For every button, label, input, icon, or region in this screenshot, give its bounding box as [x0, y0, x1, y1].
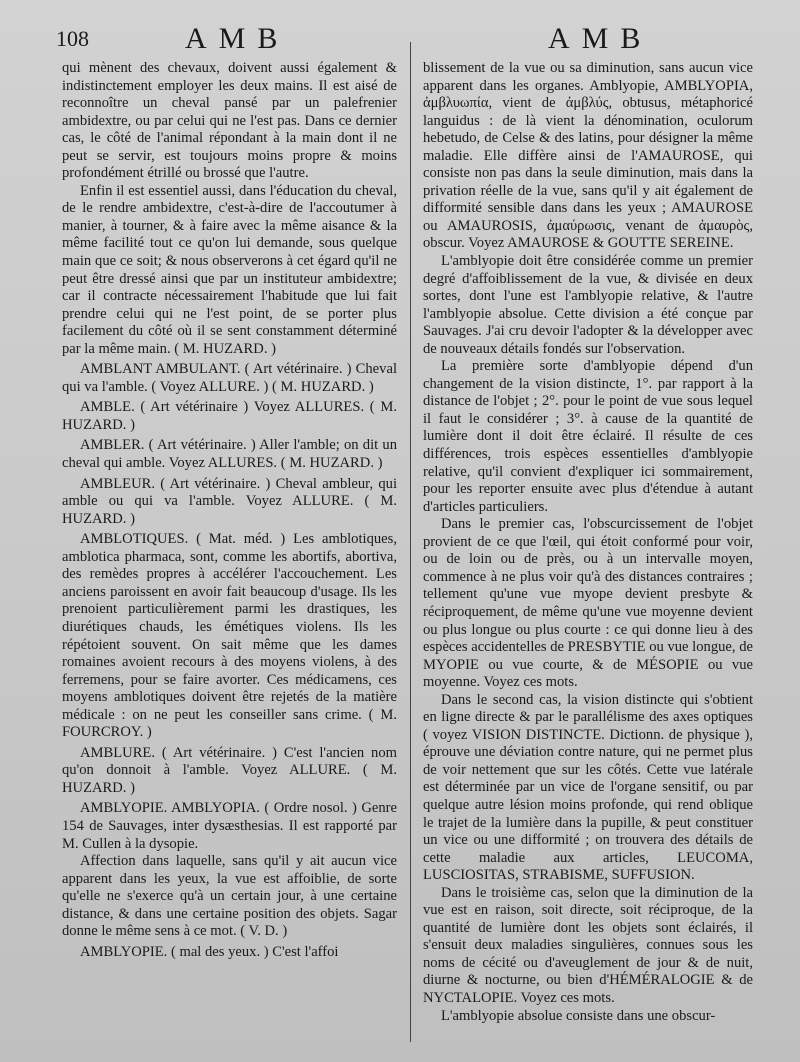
- running-header: [0, 22, 800, 58]
- entry-amblotiques: AMBLOTIQUES. ( Mat. méd. ) Les amblotiques, amblotica pharmaca, sont, comme les abortifs, abortiva, des remèdes propres à accélérer l'accouchement. Les anciens paroissent en avoir fait beaucoup d'usage. Ils les prenoient particulièrement parmi les drastiques, les diurétiques chauds, les émétiques violens. Ils les répétoient souvent. On sait même que les dames romaines avoient recours à des moyens violens, à des ferremens, pour se faire avorter. Ces médicamens, ces moyens amblotiques doivent être rejetés de la matière médicale : on ne peut les conseiller sans crime. ( M. FOURCROY. ): [62, 531, 397, 741]
- left-column: [62, 60, 397, 961]
- paragraph: Affection dans laquelle, sans qu'il y ait aucun vice apparent dans les yeux, la vue est affoiblie, de sorte qu'elle ne s'exerce qu'à un certain jour, à une certaine distance, & dans une certaine position des objets. Sagar donne le même sens à ce mot. ( V. D. ): [62, 853, 397, 940]
- running-head-left: AMB: [185, 22, 290, 55]
- paragraph: L'amblyopie doit être considérée comme un premier degré d'affoiblissement de la vue, & divisée en deux sortes, dont l'une est l'amblyopie relative, & l'autre l'amblyopie absolue. Cette division a été conçue par Sauvages. J'ai cru devoir l'adopter & la développer avec de nouveaux détails fondés sur l'observation.: [423, 253, 753, 357]
- paragraph: Dans le second cas, la vision distincte qui s'obtient en ligne directe & par le parallélisme des axes optiques ( voyez VISION DISTINCTE. Dictionn. de physique ), éprouve une déviation contre nature, qui ne permet plus de voir nettement que sur les côtés. Cette vue latérale est déterminée par un vice de l'organe sensitif, ou par quelque autre lésion moins profonde, qui rend oblique le trajet de la lumière dans la pupille, & peut constituer un vice ou une difformité ; on trouvera des détails de cette maladie aux articles, LEUCOMA, LUSCIOSITAS, STRABISME, SUFFUSION.: [423, 691, 753, 884]
- paragraph: Dans le troisième cas, selon que la diminution de la vue est en raison, soit directe, soit réciproque, de la quantité de lumière dont les objets sont éclairés, il s'ensuit deux maladies singulières, connues sous les noms de cécité ou d'aveuglement de jour & de nuit, diurne & nocturne, ou bien d'HÉMÉRALOGIE & de NYCTALOPIE. Voyez ces mots.: [423, 884, 753, 1006]
- paragraph: La première sorte d'amblyopie dépend d'un changement de la vision distincte, 1°. par rapport à la distance de l'objet ; 2°. pour le point de vue sous lequel il faut le considérer ; 3°. à cause de la quantité de lumière dont il doit être éclairé. Il résulte de ces différences, trois espèces essentielles d'amblyopie relative, qu'il convient d'expliquer ici sommairement, pour les reporter ensuite avec plus d'étendue à autant d'articles particuliers.: [423, 358, 753, 515]
- entry-amble: AMBLE. ( Art vétérinaire ) Voyez ALLURES. ( M. HUZARD. ): [62, 399, 397, 433]
- entry-amblyopie: AMBLYOPIE. AMBLYOPIA. ( Ordre nosol. ) Genre 154 de Sauvages, inter dysæsthesias. Il est rapporté par M. Cullen à la dysopie.: [62, 800, 397, 852]
- running-head-right: AMB: [548, 22, 653, 55]
- entry-ambleur: AMBLEUR. ( Art vétérinaire. ) Cheval ambleur, qui amble ou qui va l'amble. Voyez ALLURE. ( M. HUZARD. ): [62, 475, 397, 527]
- column-divider: [410, 42, 411, 1042]
- paragraph: blissement de la vue ou sa diminution, sans aucun vice apparent dans les organes. Amblyopie, AMBLYOPIA, ἀμβλυωπία, vient de ἀμβλύς, obtusus, métaphoricé languidus : de là vient la dénomination, oculorum hebetudo, de Celse & des latins, pour désigner la même maladie. Elle diffère ainsi de l'AMAUROSE, qui consiste non pas dans la seule diminution, mais dans la privation réelle de la vue, sans qu'il y ait également de difformité sensible dans dans les yeux ; AMAUROSE ou AMAUROSIS, ἀμαύρωσις, venant de ἀμαυρὸς, obscur. Voyez AMAUROSE & GOUTTE SEREINE.: [423, 60, 753, 252]
- paragraph: qui mènent des chevaux, doivent aussi également & indistinctement employer les deux mains. Il est aisé de reconnoître un cheval pansé par un palefrenier ambidextre, ou par celui qui ne l'est pas. Dans ce dernier cas, le côté de l'animal répondant à la main dont il ne peut se servir, est toujours moins propre & moins profondément étrillé ou brossé que l'autre.: [62, 60, 397, 182]
- paragraph: Enfin il est essentiel aussi, dans l'éducation du cheval, de le rendre ambidextre, c'est-à-dire de l'accoutumer à manier, à tourner, & à faire avec la même aisance & la même facilité tout ce qu'on lui demande, sous quelque main que ce soit; & nous observerons à cet égard qu'il ne peut être dressé ainsi que par un instituteur ambidextre; car il contracte nécessairement l'habitude que lui fait prendre celui qui ne l'est point, de se porter plus facilement du côté où il se sent constamment déterminé par la même main. ( M. HUZARD. ): [62, 182, 397, 357]
- paragraph: L'amblyopie absolue consiste dans une obscur-: [441, 1007, 716, 1024]
- page-number: 108: [56, 26, 89, 51]
- entry-ambler: AMBLER. ( Art vétérinaire. ) Aller l'amble; on dit un cheval qui amble. Voyez ALLURES. ( M. HUZARD. ): [62, 437, 397, 472]
- paragraph: Dans le premier cas, l'obscurcissement de l'objet provient de ce que l'œil, qui étoit conformé pour voir, ou de loin ou de près, ou à un intervalle moyen, commence à ne plus voir qu'à des distances contraires ; tellement qu'une vue myope devient presbyte & réciproquement, de même qu'une vue moyenne devient ou plus longue ou plus courte : ce qui donne lieu à des espèces accidentelles de PRESBYTIE ou vue longue, de MYOPIE ou vue courte, & de MÉSOPIE ou vue moyenne. Voyez ces mots.: [423, 516, 753, 691]
- entry-amblyopie-mal-des-yeux: AMBLYOPIE. ( mal des yeux. ) C'est l'affoi: [80, 943, 339, 960]
- entry-amblure: AMBLURE. ( Art vétérinaire. ) C'est l'ancien nom qu'on donnoit à l'amble. Voyez ALLURE. ( M. HUZARD. ): [62, 744, 397, 796]
- entry-amblant: AMBLANT AMBULANT. ( Art vétérinaire. ) Cheval qui va l'amble. ( Voyez ALLURE. ) ( M. HUZARD. ): [62, 361, 397, 395]
- right-column: [423, 60, 753, 1025]
